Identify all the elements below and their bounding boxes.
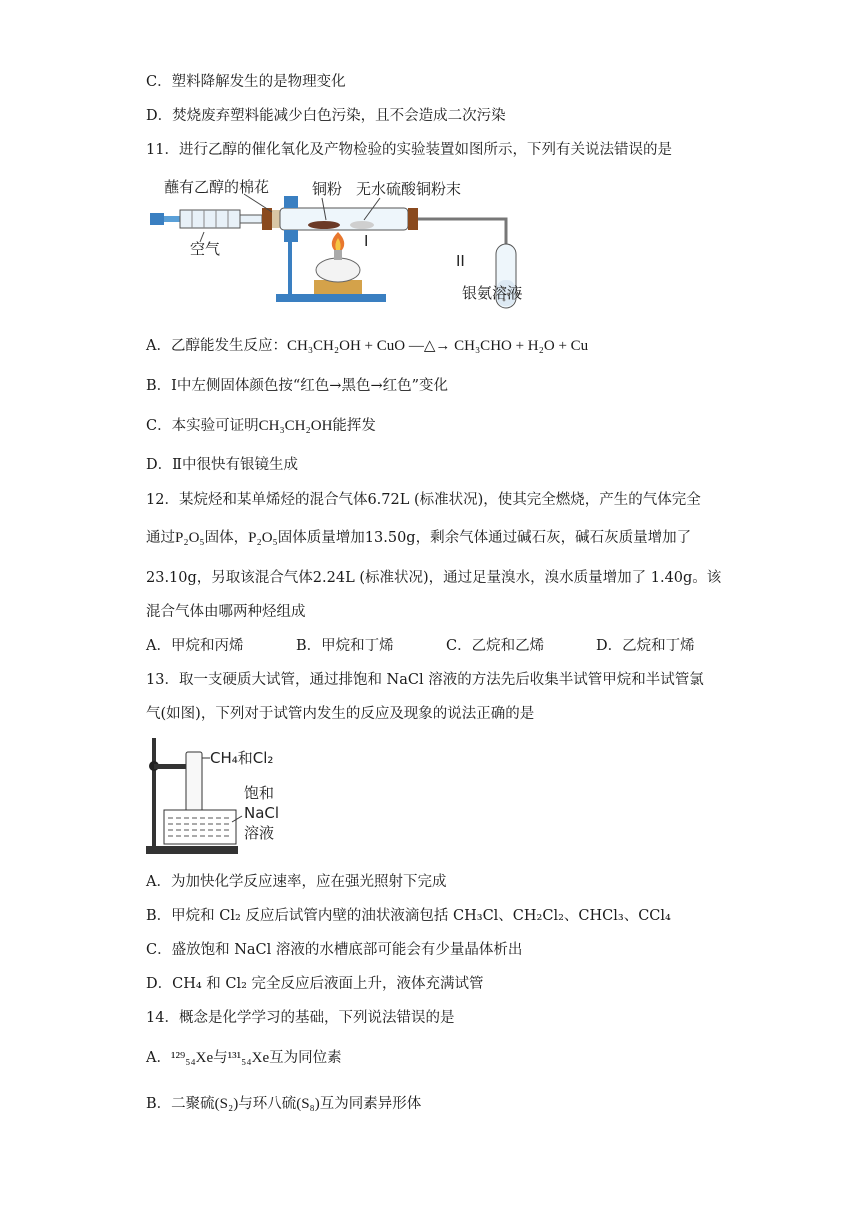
label-ch4-cl2: CH₄和Cl₂ bbox=[210, 749, 274, 767]
q12-options bbox=[146, 636, 695, 656]
q14-option-a: A．¹²⁹₅₄Xe与¹³¹₅₄Xe互为同位素 bbox=[146, 1050, 342, 1066]
label-tube-ii: II bbox=[456, 252, 465, 270]
q11-reaction-equation: CH₃CH₂OH + CuO —△→ CH₃CHO + H₂O + Cu bbox=[286, 338, 589, 354]
q10-option-d: D．焚烧废弃塑料能减少白色污染，且不会造成二次污染 bbox=[146, 108, 506, 124]
q11-option-c: C．本实验可证明CH₃CH₂OH能挥发 bbox=[146, 418, 376, 434]
label-cuso4: 无水硫酸铜粉末 bbox=[356, 180, 462, 198]
q13-option-d: D．CH₄ 和 Cl₂ 完全反应后液面上升，液体充满试管 bbox=[146, 976, 484, 992]
q13-option-b: B．甲烷和 Cl₂ 反应后试管内壁的油状液滴包括 CH₃Cl、CH₂Cl₂、CHCl₃、CCl₄ bbox=[146, 908, 671, 924]
label-air: 空气 bbox=[190, 240, 221, 258]
q12-stem-line1: 12．某烷烃和某单烯烃的混合气体6.72L (标准状况)，使其完全燃烧，产生的气体完全 bbox=[146, 492, 701, 508]
label-silver-ammonia: 银氨溶液 bbox=[462, 284, 523, 302]
label-copper: 铜粉 bbox=[312, 180, 343, 198]
q13-option-a: A．为加快化学反应速率，应在强光照射下完成 bbox=[146, 874, 447, 890]
figure-methane-chlorine-setup bbox=[146, 736, 296, 860]
q13-stem-line2: 气(如图)，下列对于试管内发生的反应及现象的说法正确的是 bbox=[146, 706, 535, 722]
q12-option-c: C．乙烷和乙烯 bbox=[446, 638, 545, 654]
figure-ethanol-oxidation-apparatus bbox=[146, 170, 546, 310]
q13-stem-line1: 13．取一支硬质大试管，通过排饱和 NaCl 溶液的方法先后收集半试管甲烷和半试管氯 bbox=[146, 672, 704, 688]
copper-powder bbox=[308, 221, 340, 229]
q11-stem: 11．进行乙醇的催化氧化及产物检验的实验装置如图所示，下列有关说法错误的是 bbox=[146, 142, 672, 158]
q12-option-b: B．甲烷和丁烯 bbox=[296, 638, 394, 654]
label-saturated: 饱和 bbox=[244, 784, 275, 802]
syringe-plunger-cap bbox=[150, 213, 164, 225]
label-solution: 溶液 bbox=[244, 824, 275, 842]
cuso4-powder bbox=[350, 221, 374, 229]
q12-stem-line4: 混合气体由哪两种烃组成 bbox=[146, 604, 306, 620]
q11-option-d: D．Ⅱ中很快有银镜生成 bbox=[146, 457, 298, 473]
q12-option-d: D．乙烷和丁烯 bbox=[596, 638, 695, 654]
q11-option-b: B．Ⅰ中左侧固体颜色按“红色→黑色→红色”变化 bbox=[146, 378, 449, 394]
q10-option-c: C．塑料降解发生的是物理变化 bbox=[146, 74, 346, 90]
q12-stem-line3: 23.10g，另取该混合气体2.24L (标准状况)，通过足量溴水，溴水质量增加了 1.40g。该 bbox=[146, 570, 722, 586]
q12-stem-line2: 通过P₂O₅固体，P₂O₅固体质量增加13.50g，剩余气体通过碱石灰，碱石灰质量增加了 bbox=[146, 530, 692, 546]
label-tube-i: I bbox=[364, 232, 369, 250]
label-nacl: NaCl bbox=[244, 804, 280, 822]
q13-option-c: C．盛放饱和 NaCl 溶液的水槽底部可能会有少量晶体析出 bbox=[146, 942, 523, 958]
q14-stem: 14．概念是化学学习的基础，下列说法错误的是 bbox=[146, 1010, 455, 1026]
label-cotton: 蘸有乙醇的棉花 bbox=[164, 178, 270, 196]
q12-option-a: A．甲烷和丙烯 bbox=[146, 638, 244, 654]
q11-option-a: A．乙醇能发生反应：CH₃CH₂OH + CuO —△→ CH₃CHO + H₂O + Cu bbox=[146, 338, 589, 354]
q14-option-b: B．二聚硫(S₂)与环八硫(S₈)互为同素异形体 bbox=[146, 1096, 422, 1112]
